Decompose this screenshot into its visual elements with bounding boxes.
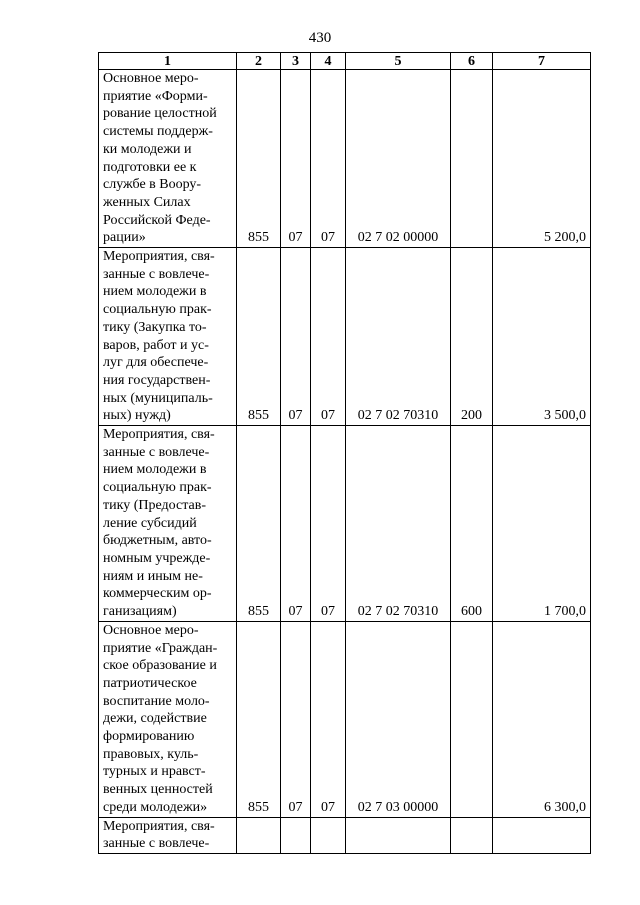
- row-name-line: коммерческим ор-: [103, 586, 212, 602]
- row-name-line: ки молодежи и: [103, 141, 192, 157]
- subsection-code-cell: [311, 817, 346, 853]
- header-col-7: 7: [493, 53, 591, 70]
- expense-type-code-cell: [451, 817, 493, 853]
- budget-table: [98, 52, 591, 854]
- row-name-line: Мероприятия, свя-: [103, 249, 215, 265]
- row-name-cell: [99, 621, 237, 817]
- table-row: [99, 70, 591, 248]
- header-col-1: 1: [99, 53, 237, 70]
- subsection-code-cell: 07: [311, 426, 346, 622]
- row-name-line: тику (Закупка то-: [103, 319, 207, 335]
- expense-type-code-cell: [451, 70, 493, 248]
- row-name-line: социальную прак-: [103, 480, 212, 496]
- row-name-line: ниям и иным не-: [103, 568, 203, 584]
- ministry-code-cell: 855: [237, 426, 281, 622]
- ministry-code-cell: [237, 817, 281, 853]
- row-name-line: занные с вовлече-: [103, 444, 210, 460]
- target-article-code-cell: 02 7 02 00000: [346, 70, 451, 248]
- row-name-line: варов, работ и ус-: [103, 337, 209, 353]
- row-name-line: нием молодежи в: [103, 284, 207, 300]
- row-name-line: ния государствен-: [103, 372, 211, 388]
- row-name-line: ганизациям): [103, 604, 177, 620]
- target-article-code-cell: 02 7 02 70310: [346, 248, 451, 426]
- row-name-line: правовых, куль-: [103, 746, 199, 762]
- row-name-line: системы поддерж-: [103, 124, 213, 140]
- row-name-line: ных) нужд): [103, 408, 171, 424]
- row-name-line: тику (Предостав-: [103, 497, 206, 513]
- row-name-line: Основное меро-: [103, 622, 199, 638]
- section-code-cell: 07: [281, 426, 311, 622]
- table-row: [99, 621, 591, 817]
- row-name-line: турных и нравст-: [103, 764, 206, 780]
- row-name-cell: [99, 248, 237, 426]
- row-name-line: приятие «Форми-: [103, 88, 208, 104]
- row-name-line: Мероприятия, свя-: [103, 818, 215, 834]
- row-name-line: социальную прак-: [103, 302, 212, 318]
- row-name-line: ных (муниципаль-: [103, 390, 213, 406]
- row-name-line: Мероприятия, свя-: [103, 427, 215, 443]
- target-article-code-cell: [346, 817, 451, 853]
- row-name-line: формированию: [103, 729, 195, 745]
- table-row: [99, 426, 591, 622]
- row-name-line: номным учрежде-: [103, 550, 211, 566]
- row-name-line: венных ценностей: [103, 782, 213, 798]
- row-name-line: среди молодежи»: [103, 799, 208, 815]
- row-name-line: рации»: [103, 230, 146, 246]
- expense-type-code-cell: [451, 621, 493, 817]
- expense-type-code-cell: 200: [451, 248, 493, 426]
- row-name-cell: [99, 70, 237, 248]
- amount-cell: 3 500,0: [493, 248, 591, 426]
- section-code-cell: 07: [281, 248, 311, 426]
- row-name-line: занные с вовлече-: [103, 266, 210, 282]
- amount-cell: 6 300,0: [493, 621, 591, 817]
- row-name-line: женных Силах: [103, 194, 191, 210]
- expense-type-code-cell: 600: [451, 426, 493, 622]
- header-col-3: 3: [281, 53, 311, 70]
- row-name-line: подготовки ее к: [103, 159, 197, 175]
- row-name-line: Основное меро-: [103, 71, 199, 86]
- section-code-cell: 07: [281, 70, 311, 248]
- row-name-line: нием молодежи в: [103, 462, 207, 478]
- section-code-cell: [281, 817, 311, 853]
- row-name-line: бюджетным, авто-: [103, 533, 212, 549]
- section-code-cell: 07: [281, 621, 311, 817]
- target-article-code-cell: 02 7 03 00000: [346, 621, 451, 817]
- table-row: [99, 817, 591, 853]
- amount-cell: 5 200,0: [493, 70, 591, 248]
- row-name-line: занные с вовлече-: [103, 836, 210, 852]
- row-name-line: службе в Воору-: [103, 177, 202, 193]
- subsection-code-cell: 07: [311, 621, 346, 817]
- subsection-code-cell: 07: [311, 70, 346, 248]
- row-name-line: Российской Феде-: [103, 212, 211, 228]
- row-name-line: дежи, содействие: [103, 711, 207, 727]
- header-col-6: 6: [451, 53, 493, 70]
- table-row: [99, 248, 591, 426]
- amount-cell: [493, 817, 591, 853]
- row-name-line: воспитание моло-: [103, 693, 210, 709]
- amount-cell: 1 700,0: [493, 426, 591, 622]
- row-name-cell: [99, 426, 237, 622]
- row-name-line: ское образование и: [103, 658, 217, 674]
- page-number: 430: [308, 30, 332, 46]
- header-col-4: 4: [311, 53, 346, 70]
- row-name-line: приятие «Граждан-: [103, 640, 218, 656]
- subsection-code-cell: 07: [311, 248, 346, 426]
- ministry-code-cell: 855: [237, 70, 281, 248]
- header-row: [99, 53, 591, 70]
- row-name-cell: [99, 817, 237, 853]
- ministry-code-cell: 855: [237, 621, 281, 817]
- table-body: [99, 70, 591, 854]
- row-name-line: рование целостной: [103, 106, 217, 122]
- header-col-2: 2: [237, 53, 281, 70]
- ministry-code-cell: 855: [237, 248, 281, 426]
- row-name-line: ление субсидий: [103, 515, 197, 531]
- row-name-line: патриотическое: [103, 675, 197, 691]
- row-name-line: луг для обеспече-: [103, 355, 209, 371]
- header-col-5: 5: [346, 53, 451, 70]
- target-article-code-cell: 02 7 02 70310: [346, 426, 451, 622]
